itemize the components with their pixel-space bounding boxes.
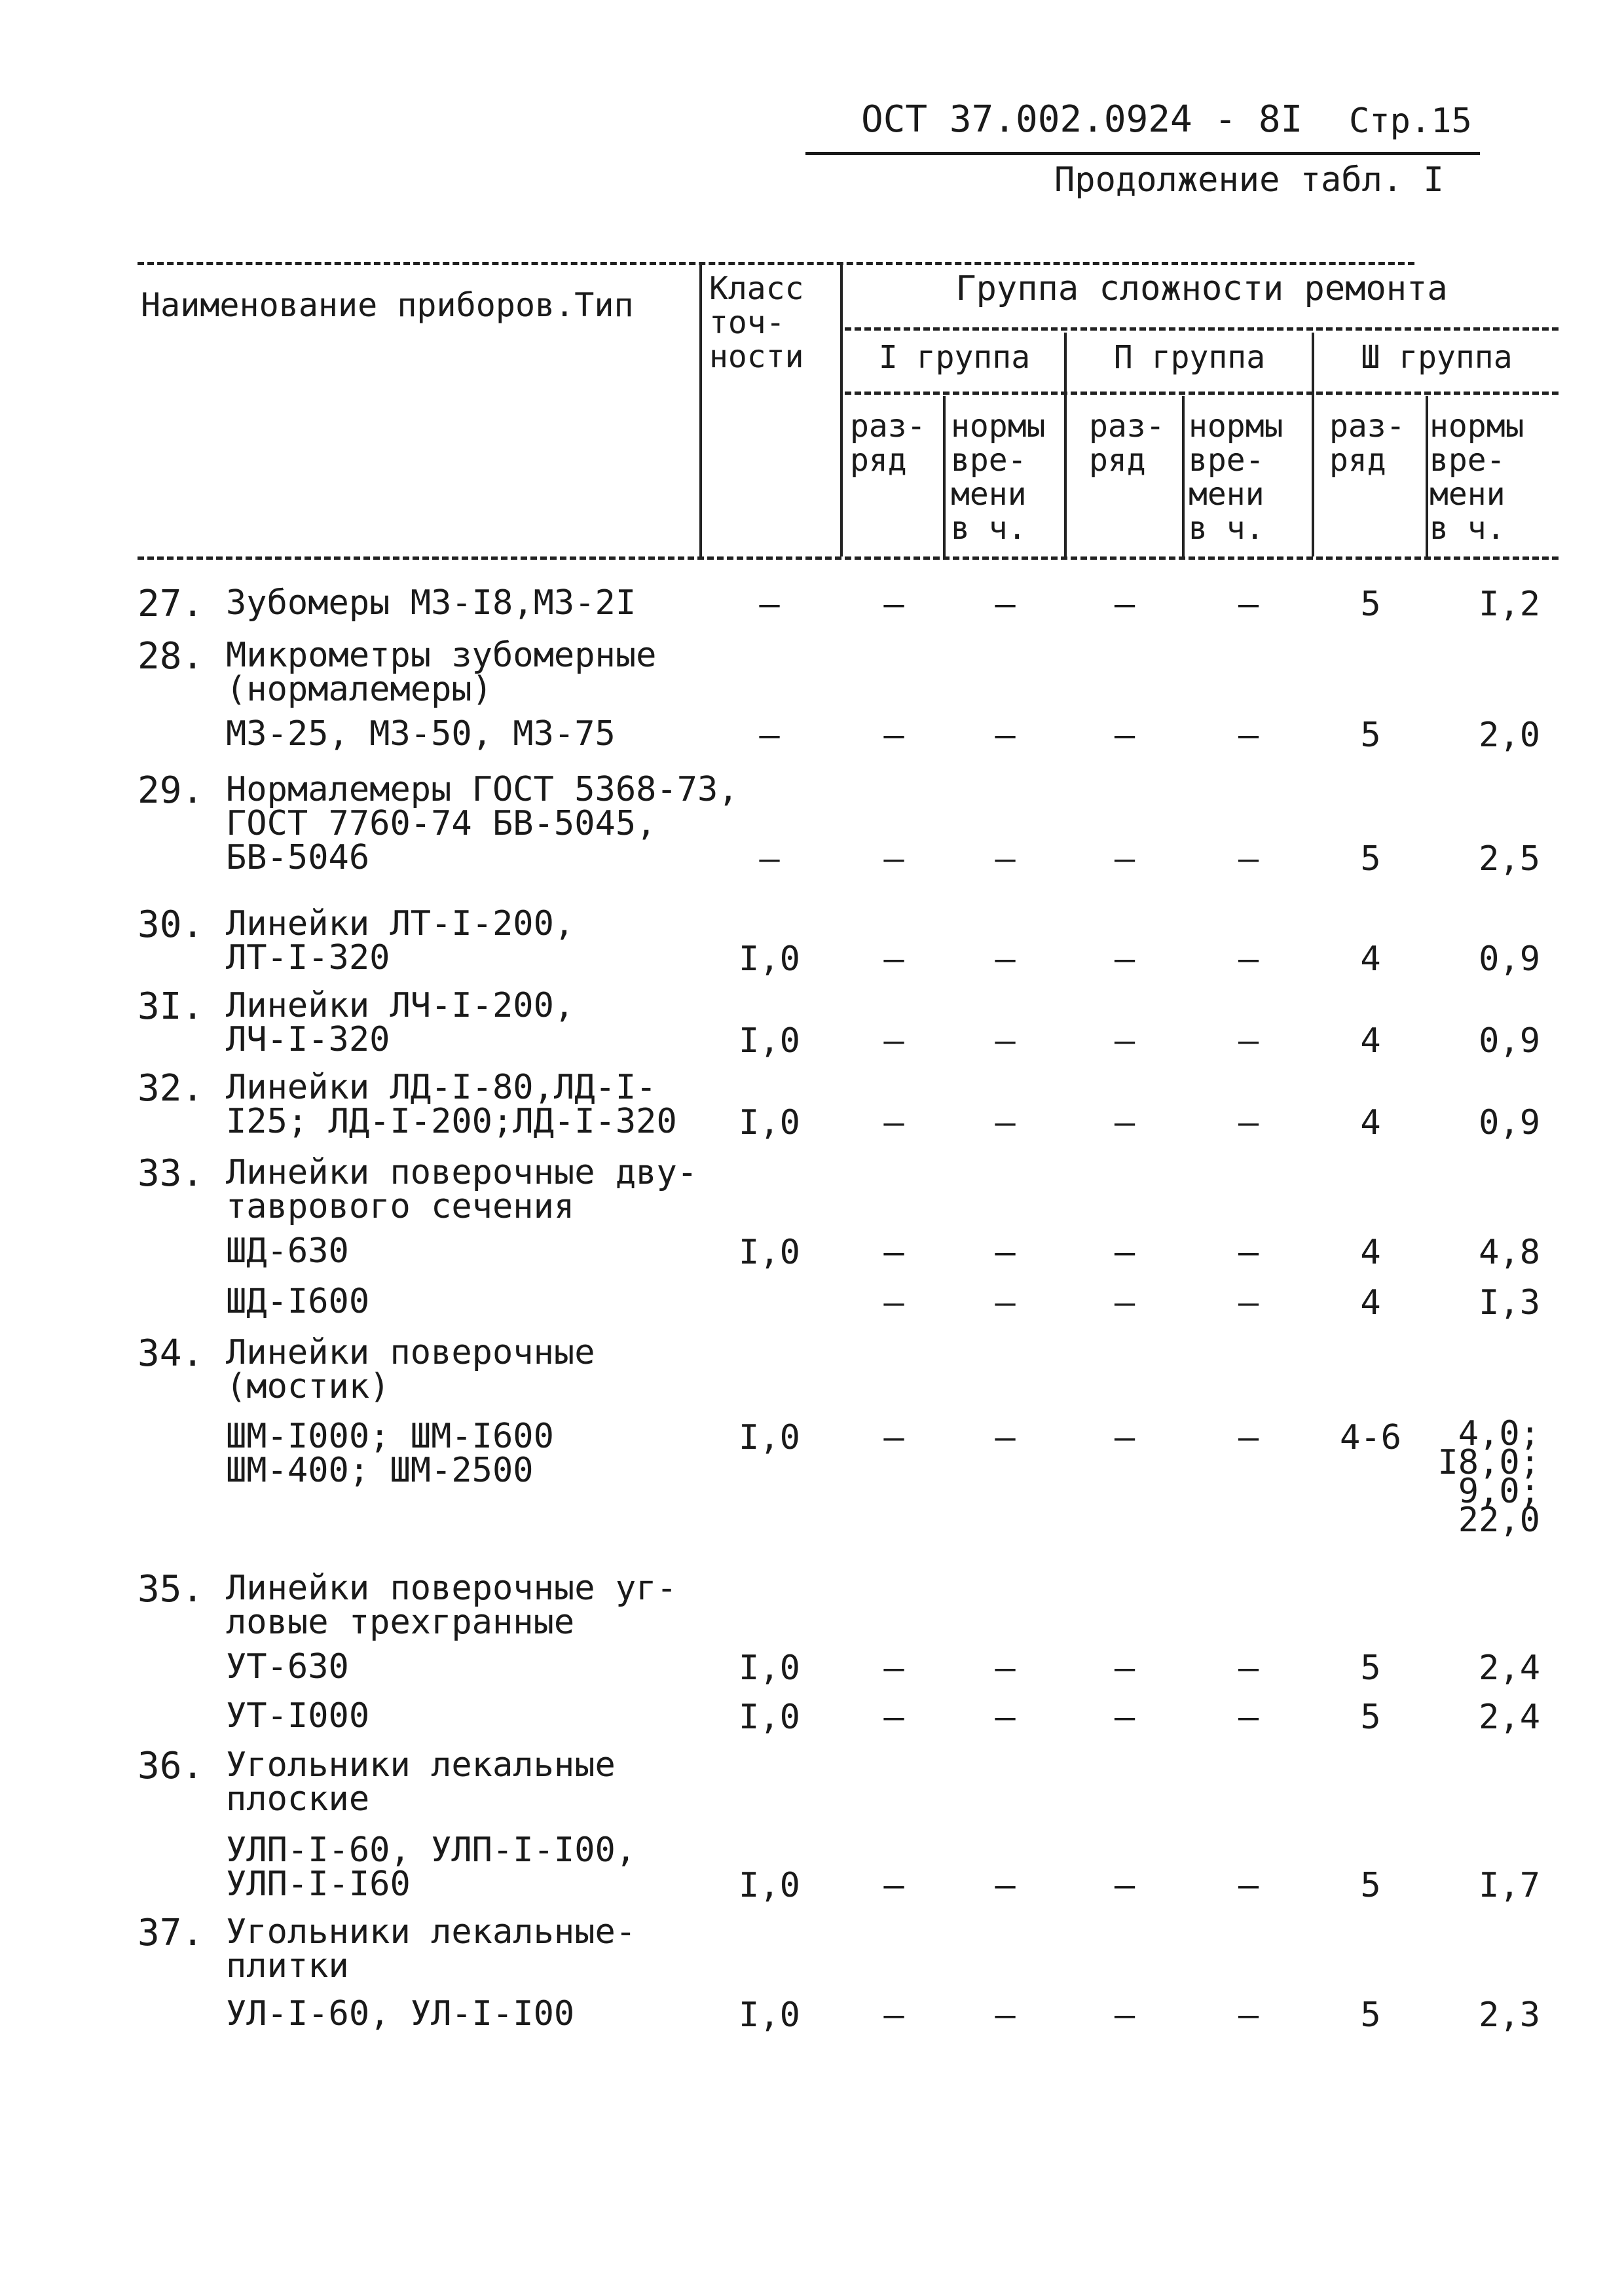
cell-g1-rank: –	[883, 1283, 904, 1322]
cell-g3-norm: 4,8	[1479, 1233, 1540, 1272]
cell-g3-norm: I,2	[1479, 585, 1540, 624]
cell-g3-rank: 4	[1360, 939, 1381, 979]
cell-g1-rank: –	[883, 1995, 904, 2035]
instrument-name: Линейки поверочные дву- таврового сечения	[226, 1153, 698, 1226]
subheader-norm-g3: нормы вре- мени в ч.	[1430, 408, 1524, 547]
cell-g2-norm: –	[1238, 1995, 1259, 2035]
instrument-name: ШД-I600	[226, 1282, 370, 1321]
cell-g2-rank: –	[1114, 1995, 1135, 2035]
cell-g1-norm: –	[995, 1698, 1016, 1737]
row-number: 30.	[138, 903, 204, 946]
cell-g1-rank: –	[883, 1649, 904, 1688]
instrument-name: Зубомеры МЗ-I8,МЗ-2I	[226, 583, 637, 623]
cell-g2-norm: –	[1238, 1021, 1259, 1061]
cell-class: I,0	[739, 1103, 800, 1142]
header-rule	[805, 152, 1480, 155]
instrument-name: Нормалемеры ГОСТ 5368-73, ГОСТ 7760-74 БВ-5045, БВ-5046	[226, 770, 739, 877]
subheader-rank-g2: раз- ряд	[1089, 408, 1165, 479]
column-header-name: Наименование приборов.Тип	[141, 286, 634, 324]
instrument-name: УТ-I000	[226, 1696, 370, 1736]
cell-g2-norm: –	[1238, 1233, 1259, 1272]
instrument-name: УТ-630	[226, 1647, 349, 1686]
row-number: 35.	[138, 1568, 204, 1611]
cell-g2-rank: –	[1114, 839, 1135, 879]
instrument-name: МЗ-25, МЗ-50, МЗ-75	[226, 714, 616, 754]
cell-g1-rank: –	[883, 1103, 904, 1142]
cell-g2-norm: –	[1238, 585, 1259, 624]
cell-g2-norm: –	[1238, 839, 1259, 879]
cell-g3-norm: 2,5	[1479, 839, 1540, 879]
cell-g1-norm: –	[995, 1021, 1016, 1061]
table-header-bottom-rule	[138, 556, 1559, 560]
cell-g1-norm: –	[995, 1866, 1016, 1905]
cell-g3-norm: 4,0; I8,0; 9,0; 22,0	[1437, 1414, 1540, 1540]
cell-g1-rank: –	[883, 1698, 904, 1737]
instrument-name: УЛ-I-60, УЛ-I-I00	[226, 1994, 575, 2033]
table-continuation-label: Продолжение табл. I	[1054, 160, 1444, 200]
cell-g1-rank: –	[883, 1866, 904, 1905]
cell-g1-norm: –	[995, 1649, 1016, 1688]
cell-g2-rank: –	[1114, 585, 1135, 624]
subheader-norm-g2: нормы вре- мени в ч.	[1189, 408, 1283, 547]
cell-g3-norm: 0,9	[1479, 1021, 1540, 1061]
cell-g3-norm: 2,4	[1479, 1649, 1540, 1688]
cell-g1-norm: –	[995, 1233, 1016, 1272]
cell-g2-norm: –	[1238, 1698, 1259, 1737]
instrument-name: Линейки ЛД-I-80,ЛД-I- I25; ЛД-I-200;ЛД-I-320	[226, 1068, 677, 1141]
cell-g1-rank: –	[883, 939, 904, 979]
subheader-rank-g1: раз- ряд	[850, 408, 926, 479]
cell-g1-rank: –	[883, 585, 904, 624]
cell-g2-norm: –	[1238, 1283, 1259, 1322]
subheader-norm-g1: нормы вре- мени в ч.	[951, 408, 1046, 547]
row-number: 28.	[138, 635, 204, 678]
subheader-rank-g3: раз- ряд	[1329, 408, 1405, 479]
instrument-name: ШД-630	[226, 1231, 349, 1271]
row-number: 33.	[138, 1152, 204, 1195]
cell-g2-norm: –	[1238, 939, 1259, 979]
cell-g3-norm: I,7	[1479, 1866, 1540, 1905]
instrument-name: Линейки ЛЧ-I-200, ЛЧ-I-320	[226, 986, 575, 1059]
instrument-name: Линейки поверочные уг- ловые трехгранные	[226, 1569, 677, 1642]
cell-g3-norm: I,3	[1479, 1283, 1540, 1322]
cell-class: I,0	[739, 1698, 800, 1737]
row-number: 36.	[138, 1745, 204, 1787]
cell-g3-rank: 4	[1360, 1103, 1381, 1142]
cell-g2-rank: –	[1114, 1418, 1135, 1457]
cell-class: I,0	[739, 1995, 800, 2035]
cell-g1-norm: –	[995, 585, 1016, 624]
cell-g2-rank: –	[1114, 1021, 1135, 1061]
cell-g3-norm: 0,9	[1479, 1103, 1540, 1142]
cell-g3-rank: 4	[1360, 1021, 1381, 1061]
cell-g3-rank: 5	[1360, 716, 1381, 755]
cell-class: –	[759, 716, 780, 755]
cell-g1-rank: –	[883, 839, 904, 879]
column-header-group1: I группа	[878, 339, 1031, 376]
cell-class: I,0	[739, 1233, 800, 1272]
column-header-group2: П группа	[1113, 339, 1266, 376]
divider-name-class	[699, 262, 702, 556]
cell-g2-rank: –	[1114, 1283, 1135, 1322]
divider-g1-sub	[943, 396, 946, 556]
cell-g3-rank: 5	[1360, 839, 1381, 879]
cell-g1-norm: –	[995, 1103, 1016, 1142]
cell-class: I,0	[739, 1021, 800, 1061]
divider-class-groups	[840, 265, 843, 556]
cell-g3-norm: 0,9	[1479, 939, 1540, 979]
row-number: 32.	[138, 1067, 204, 1110]
cell-g1-norm: –	[995, 939, 1016, 979]
cell-g1-norm: –	[995, 1418, 1016, 1457]
column-header-complexity: Группа сложности ремонта	[955, 269, 1448, 308]
cell-g3-rank: 5	[1360, 585, 1381, 624]
cell-g3-norm: 2,3	[1479, 1995, 1540, 2035]
cell-g1-rank: –	[883, 716, 904, 755]
row-number: 29.	[138, 769, 204, 812]
cell-g1-rank: –	[883, 1021, 904, 1061]
column-header-group3: Ш группа	[1361, 339, 1513, 376]
cell-g1-norm: –	[995, 839, 1016, 879]
cell-class: I,0	[739, 939, 800, 979]
subgroup-header-rule	[845, 392, 1559, 395]
instrument-name: Линейки поверочные (мостик)	[226, 1333, 595, 1406]
cell-class: I,0	[739, 1866, 800, 1905]
cell-g1-rank: –	[883, 1233, 904, 1272]
cell-g2-rank: –	[1114, 1233, 1135, 1272]
cell-g2-norm: –	[1238, 1866, 1259, 1905]
cell-class: I,0	[739, 1649, 800, 1688]
divider-group1-group2	[1064, 333, 1067, 556]
divider-g2-sub	[1182, 396, 1185, 556]
instrument-name: Угольники лекальные- плитки	[226, 1912, 637, 1986]
cell-g3-norm: 2,0	[1479, 716, 1540, 755]
cell-g2-rank: –	[1114, 716, 1135, 755]
row-number: 3I.	[138, 985, 204, 1028]
document-code: ОСТ 37.002.0924 - 8I	[861, 98, 1303, 141]
cell-g2-norm: –	[1238, 716, 1259, 755]
cell-class: –	[759, 585, 780, 624]
row-number: 37.	[138, 1912, 204, 1954]
cell-class: –	[759, 839, 780, 879]
cell-g2-norm: –	[1238, 1418, 1259, 1457]
cell-g1-norm: –	[995, 1995, 1016, 2035]
cell-g3-rank: 5	[1360, 1866, 1381, 1905]
cell-g3-rank: 5	[1360, 1995, 1381, 2035]
cell-g3-rank: 4	[1360, 1283, 1381, 1322]
row-number: 34.	[138, 1332, 204, 1375]
cell-g3-rank: 5	[1360, 1649, 1381, 1688]
cell-g3-rank: 4	[1360, 1233, 1381, 1272]
instrument-name: УЛП-I-60, УЛП-I-I00, УЛП-I-I60	[226, 1831, 637, 1904]
row-number: 27.	[138, 583, 204, 625]
cell-g2-norm: –	[1238, 1649, 1259, 1688]
instrument-name: Микрометры зубомерные (нормалемеры)	[226, 636, 657, 709]
page-number: Стр.15	[1349, 101, 1472, 141]
cell-g1-norm: –	[995, 1283, 1016, 1322]
cell-g2-norm: –	[1238, 1103, 1259, 1142]
group-header-rule	[845, 327, 1559, 331]
cell-class: I,0	[739, 1418, 800, 1457]
table-top-rule	[138, 262, 1414, 265]
column-header-class: Класс точ- ности	[709, 270, 804, 375]
cell-g3-norm: 2,4	[1479, 1698, 1540, 1737]
cell-g2-rank: –	[1114, 1866, 1135, 1905]
cell-g1-rank: –	[883, 1418, 904, 1457]
cell-g2-rank: –	[1114, 939, 1135, 979]
cell-g3-rank: 5	[1360, 1698, 1381, 1737]
cell-g1-norm: –	[995, 716, 1016, 755]
divider-g3-sub	[1426, 396, 1428, 556]
cell-g3-rank: 4-6	[1340, 1418, 1401, 1457]
cell-g2-rank: –	[1114, 1649, 1135, 1688]
cell-g2-rank: –	[1114, 1698, 1135, 1737]
cell-g2-rank: –	[1114, 1103, 1135, 1142]
instrument-name: Угольники лекальные плоские	[226, 1745, 616, 1819]
divider-group2-group3	[1312, 333, 1314, 556]
instrument-name: ШМ-I000; ШМ-I600 ШМ-400; ШМ-2500	[226, 1417, 554, 1490]
instrument-name: Линейки ЛТ-I-200, ЛТ-I-320	[226, 904, 575, 977]
